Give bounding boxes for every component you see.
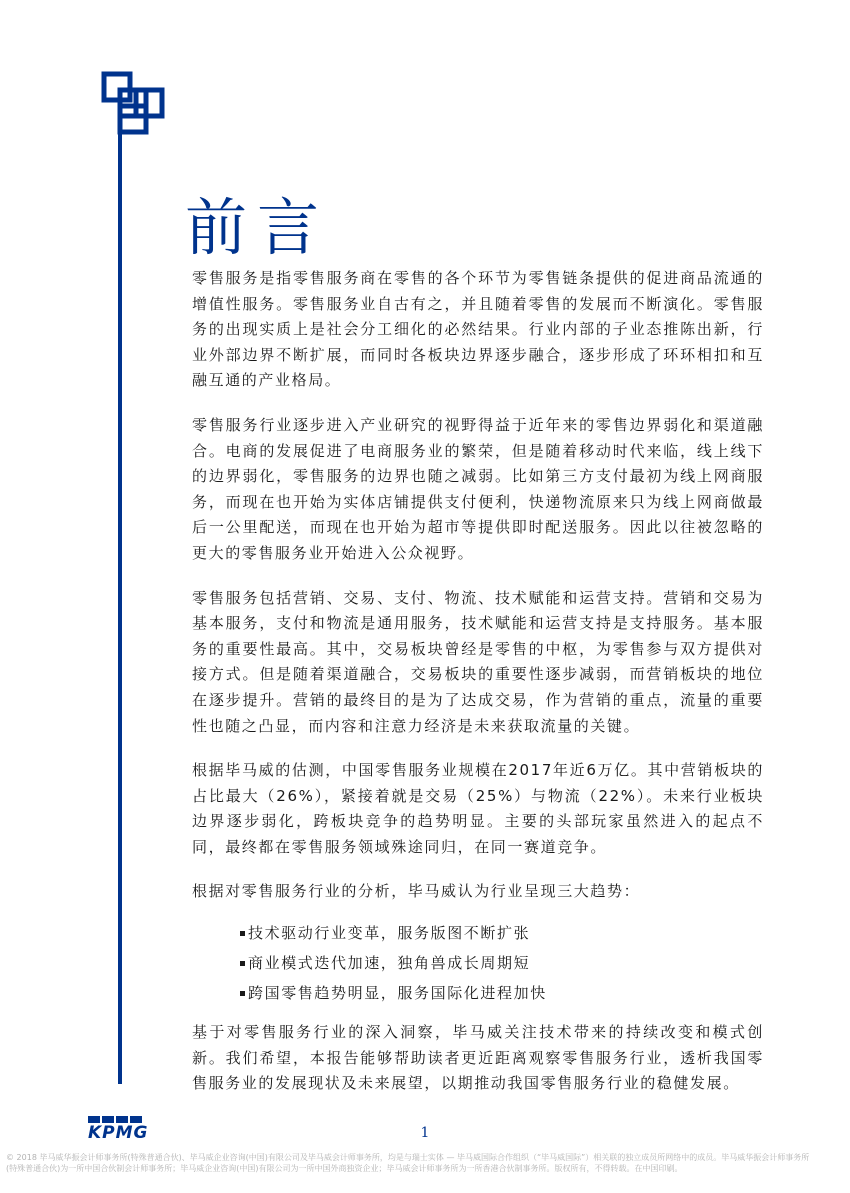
trend-list bbox=[192, 918, 764, 1008]
copyright-footer: © 2018 毕马威华振会计师事务所(特殊普通合伙)、毕马威企业咨询(中国)有限公司及毕马威会计师事务所，均是与瑞士实体 — 毕马威国际合作组织（“毕马威国际”）相关联的独立成员所网络中的成员。毕马威华振会计师事务所(特殊普通合伙)为一所中国合伙制会计师事务所；毕马威企业咨询(中国)有限公司为一所中国外商独资企业；毕马威会计师事务所为一所香港合伙制事务所。版权所有，不得转载。在中国印刷。 bbox=[6, 1153, 810, 1173]
kpmg-logo: KPMG bbox=[88, 1123, 149, 1143]
kpmg-bars-icon bbox=[88, 1116, 142, 1123]
list-item: 商业模式迭代加速，独角兽成长周期短 bbox=[240, 948, 764, 978]
vertical-rule bbox=[118, 132, 122, 1084]
paragraph: 零售服务包括营销、交易、支付、物流、技术赋能和运营支持。营销和交易为基本服务，支付和物流是通用服务，技术赋能和运营支持是支持服务。基本服务的重要性最高。其中，交易板块曾经是零售的中枢，为零售参与双方提供对接方式。但是随着渠道融合，交易板块的重要性逐步减弱，而营销板块的地位在逐步提升。营销的最终目的是为了达成交易，作为营销的重点，流量的重要性也随之凸显，而内容和注意力经济是未来获取流量的关键。 bbox=[192, 588, 764, 735]
page-title: 前言 bbox=[185, 190, 330, 264]
paragraph: 根据毕马威的估测，中国零售服务业规模在2017年近6万亿。其中营销板块的占比最大（26%），紧接着就是交易（25%）与物流（22%）。未来行业板块边界逐步弱化，跨板块竞争的趋势明显。主要的头部玩家虽然进入的起点不同，最终都在零售服务领域殊途同归，在同一赛道竞争。 bbox=[192, 761, 764, 856]
decorative-squares-icon bbox=[100, 70, 180, 140]
bullet-icon bbox=[240, 991, 245, 996]
bullet-icon bbox=[240, 931, 245, 936]
page-number: 1 bbox=[420, 1125, 430, 1141]
paragraph: 根据对零售服务行业的分析，毕马威认为行业呈现三大趋势： bbox=[192, 882, 641, 901]
list-item: 技术驱动行业变革，服务版图不断扩张 bbox=[240, 918, 764, 948]
paragraph: 零售服务行业逐步进入产业研究的视野得益于近年来的零售边界弱化和渠道融合。电商的发展促进了电商服务业的繁荣，但是随着移动时代来临，线上线下的边界弱化，零售服务的边界也随之减弱。比如第三方支付最初为线上网商服务，而现在也开始为实体店铺提供支付便利，快递物流原来只为线上网商做最后一公里配送，而现在也开始为超市等提供即时配送服务。因此以往被忽略的更大的零售服务业开始进入公众视野。 bbox=[192, 415, 764, 562]
main-text bbox=[192, 266, 764, 1116]
bullet-icon bbox=[240, 961, 245, 966]
closing-paragraph: 基于对零售服务行业的深入洞察，毕马威关注技术带来的持续改变和模式创新。我们希望，本报告能够帮助读者更近距离观察零售服务行业，透析我国零售服务业的发展现状及未来展望，以期推动我国零售服务行业的稳健发展。 bbox=[192, 1023, 764, 1093]
paragraph: 零售服务是指零售服务商在零售的各个环节为零售链条提供的促进商品流通的增值性服务。零售服务业自古有之，并且随着零售的发展而不断演化。零售服务的出现实质上是社会分工细化的必然结果。行业内部的子业态推陈出新，行业外部边界不断扩展，而同时各板块边界逐步融合，逐步形成了环环相扣和互融互通的产业格局。 bbox=[192, 269, 764, 390]
list-item: 跨国零售趋势明显，服务国际化进程加快 bbox=[240, 978, 764, 1008]
